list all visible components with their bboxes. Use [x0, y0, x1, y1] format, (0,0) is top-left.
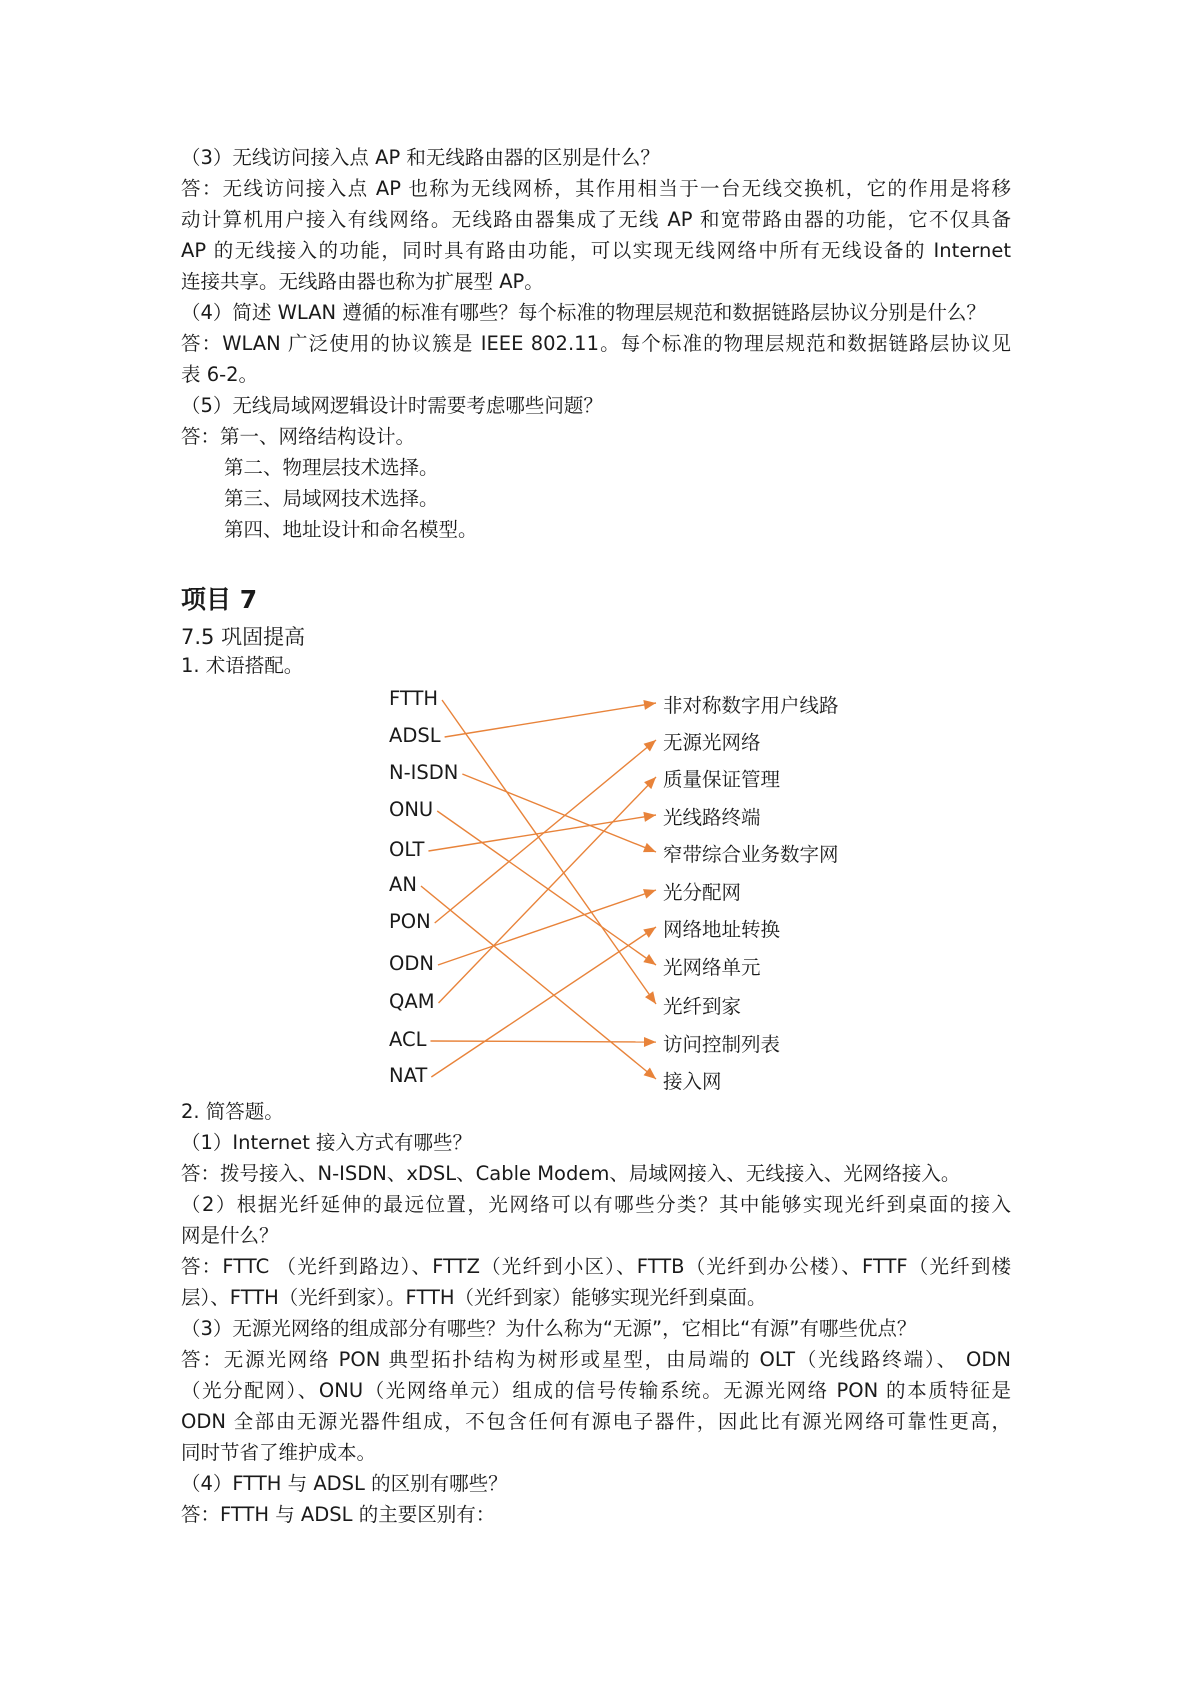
right-term: 光纤到家 [663, 995, 742, 1018]
left-term: AN [389, 873, 417, 896]
arrowhead [643, 954, 656, 965]
project-title: 项目 7 [181, 585, 258, 614]
question-6-3: （3）无线访问接入点 AP 和无线路由器的区别是什么？ [181, 146, 660, 169]
right-term: 光分配网 [663, 881, 742, 904]
match-arrow [462, 774, 656, 852]
answer-6-4-line1: 答：WLAN 广泛使用的协议簇是 IEEE 802.11。每个标准的物理层规范和数据链路层协议见 [181, 332, 1011, 355]
question-7-4: （4）FTTH 与 ADSL 的区别有哪些？ [181, 1472, 508, 1495]
question-7-1: （1）Internet 接入方式有哪些？ [181, 1131, 473, 1154]
answer-7-1: 答：拨号接入、N-ISDN、xDSL、Cable Modem、局域网接入、无线接入、光网络接入。 [181, 1162, 961, 1185]
answer-7-3-line4: 同时节省了维护成本。 [181, 1441, 377, 1464]
question-6-4: （4）简述 WLAN 遵循的标准有哪些？每个标准的物理层规范和数据链路层协议分别是什么？ [181, 301, 986, 324]
arrowhead [643, 700, 656, 710]
question-7-2-line1: （2）根据光纤延伸的最远位置，光网络可以有哪些分类？其中能够实现光纤到桌面的接入 [181, 1193, 1011, 1216]
arrowhead [643, 889, 656, 898]
match-arrow [437, 811, 656, 965]
match-arrow [442, 700, 656, 1004]
match-arrow [435, 740, 656, 923]
left-term: ACL [389, 1028, 427, 1051]
right-term: 窄带综合业务数字网 [663, 843, 839, 866]
match-arrow [439, 777, 656, 1003]
arrowhead [643, 843, 656, 852]
answer-7-3-line3: ODN 全部由无源光器件组成，不包含任何有源电子器件，因此比有源光网络可靠性更高， [181, 1410, 1011, 1433]
answer-6-3-line3: AP 的无线接入的功能，同时具有路由功能，可以实现无线网络中所有无线设备的 Internet [181, 239, 1011, 262]
match-arrow [431, 927, 656, 1077]
left-term: NAT [389, 1064, 428, 1087]
arrowhead [644, 1037, 656, 1047]
left-term: QAM [389, 990, 435, 1013]
match-arrow [421, 886, 656, 1079]
right-term: 光网络单元 [663, 956, 761, 979]
arrowhead [644, 1068, 656, 1079]
answer-7-3-line1: 答：无源光网络 PON 典型拓扑结构为树形或星型，由局端的 OLT（光线路终端）、 ODN [181, 1348, 1011, 1371]
right-term: 网络地址转换 [663, 918, 781, 941]
answer-6-4-line2: 表 6-2。 [181, 363, 259, 386]
left-term: ADSL [389, 724, 441, 747]
match-arrow [428, 815, 656, 851]
match-arrow [445, 703, 656, 737]
matching-heading: 1. 术语搭配。 [181, 654, 304, 677]
arrowhead [643, 812, 656, 822]
right-term: 无源光网络 [663, 731, 761, 754]
answer-6-5-line4: 第四、地址设计和命名模型。 [224, 518, 478, 541]
answer-7-4: 答：FTTH 与 ADSL 的主要区别有： [181, 1503, 496, 1526]
answer-6-5-line3: 第三、局域网技术选择。 [224, 487, 439, 510]
answer-6-3-line2: 动计算机用户接入有线网络。无线路由器集成了无线 AP 和宽带路由器的功能，它不仅具备 [181, 208, 1011, 231]
arrowhead [644, 740, 656, 752]
short-answer-heading: 2. 简答题。 [181, 1100, 284, 1123]
right-term: 访问控制列表 [663, 1033, 781, 1056]
answer-6-5-line1: 答：第一、网络结构设计。 [181, 425, 416, 448]
left-term: ONU [389, 798, 434, 821]
question-7-2-line2: 网是什么？ [181, 1224, 279, 1247]
left-term: ODN [389, 952, 434, 975]
arrowhead [645, 991, 656, 1004]
answer-7-3-line2: （光分配网）、ONU（光网络单元）组成的信号传输系统。无源光网络 PON 的本质特征是 [181, 1379, 1011, 1402]
answer-6-5-line2: 第二、物理层技术选择。 [224, 456, 439, 479]
question-6-5: （5）无线局域网逻辑设计时需要考虑哪些问题？ [181, 394, 603, 417]
section-subtitle: 7.5 巩固提高 [181, 625, 306, 649]
right-term: 光线路终端 [663, 806, 761, 829]
answer-7-2-line1: 答：FTTC （光纤到路边）、FTTZ（光纤到小区）、FTTB（光纤到办公楼）、FTTF（光纤到楼 [181, 1255, 1011, 1278]
answer-6-3-line1: 答：无线访问接入点 AP 也称为无线网桥，其作用相当于一台无线交换机，它的作用是将移 [181, 177, 1011, 200]
left-term: N-ISDN [389, 761, 459, 784]
match-arrow [430, 1041, 656, 1042]
arrowhead [643, 927, 656, 938]
right-term: 质量保证管理 [663, 768, 781, 791]
left-term: OLT [389, 838, 425, 861]
right-term: 非对称数字用户线路 [663, 694, 839, 717]
right-term: 接入网 [663, 1070, 722, 1093]
answer-7-2-line2: 层）、FTTH（光纤到家）。FTTH（光纤到家）能够实现光纤到桌面。 [181, 1286, 767, 1309]
question-7-3: （3）无源光网络的组成部分有哪些？为什么称为“无源”，它相比“有源”有哪些优点？ [181, 1317, 917, 1340]
left-term: FTTH [389, 687, 439, 710]
left-term: PON [389, 910, 431, 933]
answer-6-3-line4: 连接共享。无线路由器也称为扩展型 AP。 [181, 270, 544, 293]
